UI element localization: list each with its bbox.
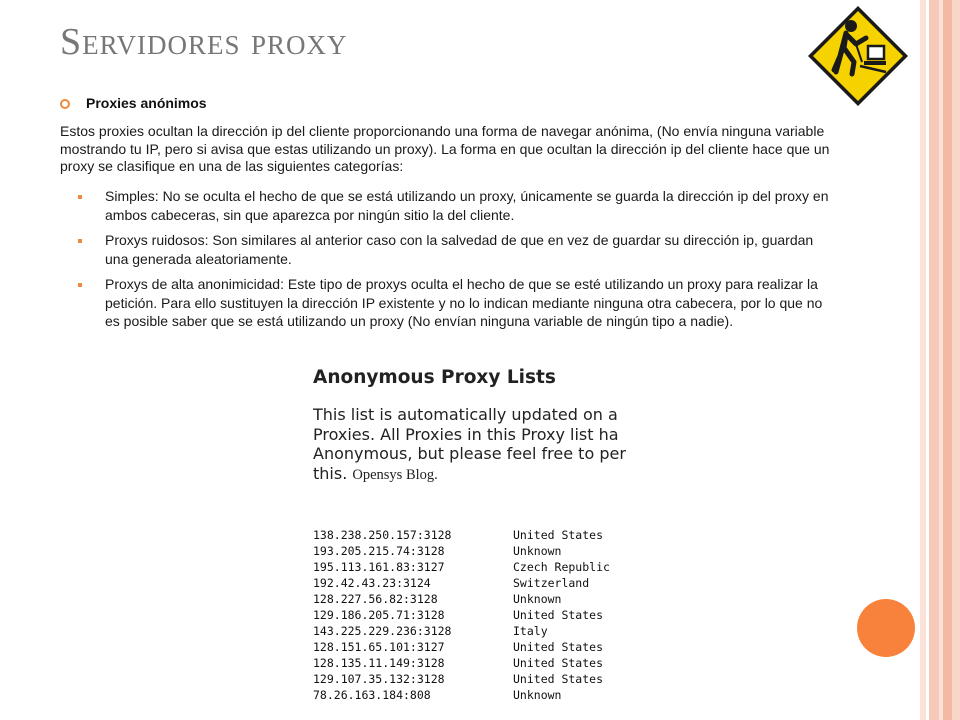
proxy-table	[313, 527, 610, 703]
slide-title: Servidores proxy	[60, 21, 348, 63]
square-bullet-icon	[78, 195, 82, 199]
proxy-country: United States	[513, 640, 604, 654]
section-heading: Proxies anónimos	[86, 95, 207, 111]
proxy-address: 128.135.11.149:3128	[313, 656, 445, 670]
table-row	[313, 687, 610, 703]
table-row	[313, 623, 610, 639]
proxy-address: 78.26.163.184:808	[313, 688, 431, 702]
proxy-country: United States	[513, 528, 604, 542]
proxy-address: 193.205.215.74:3128	[313, 544, 445, 558]
list-item	[78, 187, 838, 225]
table-row	[313, 655, 610, 671]
proxy-address: 143.225.229.236:3128	[313, 624, 452, 638]
proxy-country: Czech Republic	[513, 560, 610, 574]
decorative-circle	[857, 599, 915, 657]
proxy-list-image	[313, 364, 643, 720]
list-item	[78, 275, 838, 331]
table-row	[313, 575, 610, 591]
proxy-list-title: Anonymous Proxy Lists	[313, 367, 556, 388]
square-bullet-icon	[78, 283, 82, 287]
list-item-text: Simples: No se oculta el hecho de que se está utilizando un proxy, únicamente se guarda la dirección ip del proxy en ambos cabeceras, sin que aparezca por ningún sitio la del cliente.	[105, 188, 829, 223]
section-heading-row	[60, 95, 207, 111]
list-item	[78, 231, 838, 269]
proxy-country: Unknown	[513, 592, 562, 606]
category-list	[78, 187, 838, 337]
table-row	[313, 671, 610, 687]
description-line: Anonymous, but please feel free to per	[313, 444, 626, 463]
proxy-country: Unknown	[513, 688, 562, 702]
table-row	[313, 639, 610, 655]
proxy-address: 195.113.161.83:3127	[313, 560, 445, 574]
table-row	[313, 559, 610, 575]
decorative-stripes	[920, 0, 960, 720]
description-line: This list is automatically updated on a	[313, 405, 618, 424]
proxy-country: United States	[513, 672, 604, 686]
proxy-country: United States	[513, 608, 604, 622]
proxy-list-description	[313, 405, 643, 485]
table-row	[313, 591, 610, 607]
description-line: Proxies. All Proxies in this Proxy list ha	[313, 424, 619, 444]
proxy-address: 128.151.65.101:3127	[313, 640, 445, 654]
square-bullet-icon	[78, 239, 82, 243]
list-item-text: Proxys ruidosos: Son similares al anterior caso con la salvedad de que en vez de guardar su dirección ip, guardan una generada aleatoriamente.	[105, 232, 814, 267]
blog-link-text: Opensys Blog.	[352, 466, 438, 483]
proxy-address: 138.238.250.157:3128	[313, 528, 452, 542]
table-row	[313, 527, 610, 543]
ring-bullet-icon	[60, 99, 70, 109]
intro-paragraph: Estos proxies ocultan la dirección ip del cliente proporcionando una forma de navegar anónima, (No envía ninguna variable mostrando tu IP, pero si avisa que estas utilizando un proxy). La forma en que ocultan la dirección ip del cliente hace que un proxy se clasifique en una de las siguientes categorías:	[60, 123, 830, 174]
description-line: this.	[313, 463, 348, 483]
table-row	[313, 543, 610, 559]
proxy-address: 129.186.205.71:3128	[313, 608, 445, 622]
proxy-country: Switzerland	[513, 576, 590, 590]
proxy-address: 128.227.56.82:3128	[313, 592, 438, 606]
proxy-address: 192.42.43.23:3124	[313, 576, 431, 590]
list-item-text: Proxys de alta anonimicidad: Este tipo de proxys oculta el hecho de que se esté utilizando un proxy para realizar la petición. Para ello sustituyen la dirección IP existente y no lo indican mediante ninguna otra cabecera, por lo que no es posible saber que se está utilizando un proxy (No envían ninguna variable de ningún tipo a nadie).	[105, 276, 823, 329]
proxy-address: 129.107.35.132:3128	[313, 672, 445, 686]
proxy-country: United States	[513, 656, 604, 670]
table-row	[313, 607, 610, 623]
construction-sign-icon	[806, 4, 910, 108]
proxy-country: Unknown	[513, 544, 562, 558]
proxy-country: Italy	[513, 624, 548, 638]
